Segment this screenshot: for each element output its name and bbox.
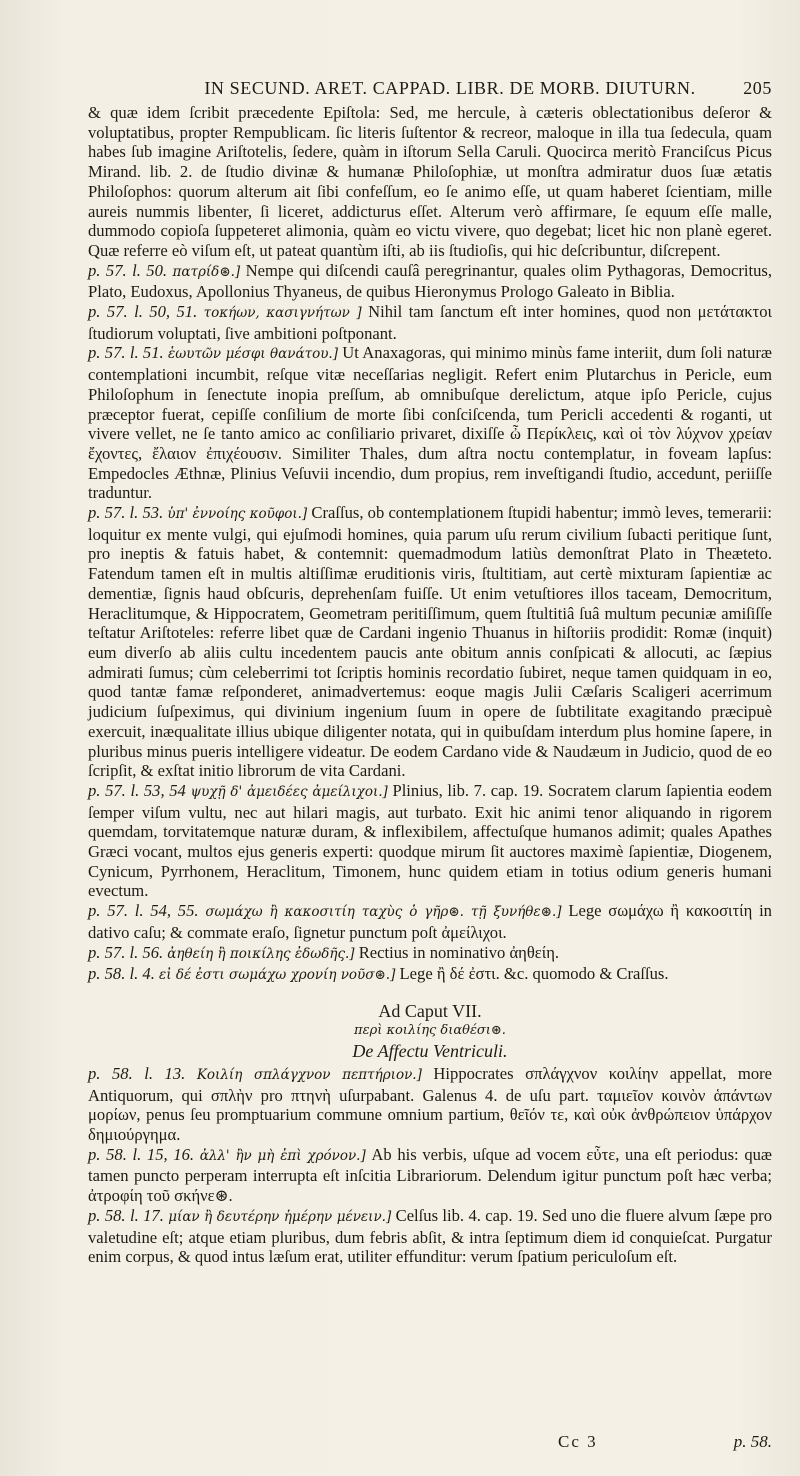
note-reference: p. 57. l. 51. <box>88 343 164 363</box>
note-lemma: ἀλλ' ἢν μὴ ἐπὶ χρόνον.] <box>199 1147 366 1164</box>
chapter-heading: Ad Caput VII. <box>378 1000 482 1021</box>
commentary-note <box>88 302 772 343</box>
note-text: Rectius in nominativo ἀηθείη. <box>358 942 560 962</box>
commentary-note <box>88 503 772 781</box>
commentary-note <box>88 781 772 901</box>
commentary-note <box>88 901 772 942</box>
note-lemma: σωμάχω ἢ κακοσιτίη ταχὺς ὁ γῆρ⊛. τῇ ξυνήθε⊛.] <box>205 904 562 921</box>
note-text: Celſus lib. 4. cap. 19. Sed uno die fluere alvum ſæpe pro valetudine eſt; atque etiam pluribus, dum febris abſit, & intra ſeptimum diem id conquieſcat. Purgatur enim corpus, & quod intus læſum erat, utiliter effunditur: verum ſpatium periculoſum eſt. <box>88 1205 772 1267</box>
note-reference: p. 57. l. 56. <box>88 942 164 962</box>
commentary-paragraph <box>88 103 772 261</box>
note-lemma: ἑωυτῶν μέσφι θανάτου.] <box>167 346 338 363</box>
note-text: Ab his verbis, uſque ad vocem εὖτε, una eſt periodus: quæ tamen puncto perperam interrupta eſt inſcitia Librariorum. Delendum igitur punctum poſt hæc verba; ἀτροφίη τοῦ σκήνε⊛. <box>88 1144 772 1206</box>
note-lemma: μίαν ἢ δευτέρην ἡμέρην μένειν.] <box>168 1208 392 1225</box>
note-lemma: ὑπ' ἐννοίης κοῦφοι.] <box>167 506 308 523</box>
note-text: Plinius, lib. 7. cap. 19. Socratem clarum ſapientia eodem ſemper viſum vultu, nec aut hilari magis, aut turbato. Exit hic animi tenor aliquando in rigorem quemdam, torvitatemque naturæ duram, & inflexibilem, affectuſque humanos adimit; quales Apathes Græci vocant, multos ejus generis experti: quodque mirum ſit auctores maximè ſapientiæ, Diogenem, Cynicum, Pyrrhonem, Heraclitum, Timonem, hunc quidem etiam in totius odium generis humani evectum. <box>88 780 772 901</box>
commentary-note <box>88 943 772 965</box>
note-text: Hippocrates σπλάγχνον κοιλίην appellat, more Antiquorum, qui σπλὴν pro πτηνὴ uſurpabant. Galenus 4. de uſu part. ταμιεῖον κοινὸν ἁπάντων μορίων, penus ſeu promptuarium commune omnium partium, θεῖόν τε, καὶ οὐκ ἀνθρώπειον ὑπάρχον δημιούργημα. <box>88 1063 773 1145</box>
commentary-note <box>88 1064 772 1145</box>
note-lemma: τοκήων, κασιγνήτων ] <box>203 305 362 322</box>
note-lemma: ἀηθείη ἢ ποικίλης ἐδωδῆς.] <box>167 945 355 962</box>
note-reference: p. 57. l. 53, 54 <box>88 780 186 800</box>
note-text: Lege ἢ δέ ἐστι. &c. quomodo & Craſſus. <box>399 964 669 984</box>
commentary-note <box>88 1206 772 1267</box>
note-reference: p. 57. l. 54, 55. <box>88 901 199 921</box>
note-text: Craſſus, ob contemplationem ſtupidi habentur; immò leves, temerarii: loquitur ex mente vulgi, qui ejuſmodi homines, quia parum uſu rerum civilium ſubacti peritique ſunt, pro ineptis & fatuis habet, & contemnit: quemadmodum latiùs demonſtrat Plato in Theæteto. Fatendum tamen eſt in multis altiſſimæ eruditionis viris, ſtultitiam, aut certè mixturam ſapientiæ ac dementiæ, ſignis haud obſcuris, deprehenſam fuiſſe. Ut enim vetuſtiores illos taceam, Democritum, Heraclitumque, & Hippocratem, Geometram peritiſſimum, quem ſtultitiâ ſuâ multum pecuniæ amiſiſſe teſtatur Ariſtoteles: referre libet quæ de Cardani ingenio Thuanus in hiſtoriis prodidit: Romæ (inquit) eum diverſo ab aliis cultu incedentem paucis ante obitum annis conſpicati & allocuti, ac ſæpius admirati ſumus; cùm celeberrimi tot ſcriptis hominis recordatio ſubiret, neque tamen quidquam in eo, quod tantæ famæ reſponderet, animadvertemus: eoque magis Julii Cæſaris Scaligeri acerrimum judicium ſuſpeximus, qui divinium ingenium ſuum in opere de ſubtilitate exagitando præcipuè exercuit, inæqualitate illius ubique diligenter notata, qui in quibuſdam interdum plus homine ſapere, in pluribus minus pueris intelligere videatur. De eodem Cardano vide & Naudæum in Judicio, quod de eo ſcripſit, & exſtat initio librorum de vita Cardani. <box>88 503 772 781</box>
note-reference: p. 58. l. 4. <box>88 964 155 984</box>
note-reference: p. 57. l. 50. <box>88 260 168 280</box>
running-head <box>128 78 772 99</box>
note-text: Lege σωμάχω ἢ κακοσιτίη in dativo caſu; & commate eraſo, ſignetur punctum poſt ἀμείλιχοι. <box>88 901 772 942</box>
chapter-latin-title: De Affectu Ventriculi. <box>352 1040 508 1061</box>
commentary-body <box>88 103 772 1267</box>
note-text: Nihil tam ſanctum eſt inter homines, quod non μετάτακτοι ſtudiorum voluptati, ſive ambitioni poſtponant. <box>88 302 772 343</box>
commentary-note <box>88 343 772 503</box>
signature-mark: Cc 3 <box>558 1432 598 1451</box>
note-lemma: ψυχῇ δ' ἀμειδέες ἀμείλιχοι.] <box>190 783 388 800</box>
chapter-greek-subtitle: περὶ κοιλίης διαθέσι⊛. <box>354 1022 506 1038</box>
note-reference: p. 58. l. 13. <box>88 1063 186 1083</box>
note-text: Nempe qui diſcendi cauſâ peregrinantur, quales olim Pythagoras, Democritus, Plato, Eudoxus, Apollonius Thyaneus, de quibus Hieronymus Prologo Galeato in Biblia. <box>88 260 772 302</box>
commentary-note <box>88 261 772 302</box>
note-reference: p. 58. l. 17. <box>88 1205 164 1225</box>
note-lemma: εἰ δέ ἐστι σωμάχω χρονίη νοῦσ⊛.] <box>159 967 396 984</box>
note-reference: p. 57. l. 50, 51. <box>88 302 198 322</box>
page-number: 205 <box>743 78 772 98</box>
commentary-note <box>88 964 772 986</box>
commentary-note <box>88 1145 772 1206</box>
note-lemma: πατρίδ⊛.] <box>172 263 241 280</box>
catchword: p. 58. <box>733 1432 772 1451</box>
paragraph-text: & quæ idem ſcribit præcedente Epiſtola: Sed, me hercule, à cæteris oblectationibus deſeror & voluptatibus, propter Rempublicam. ſic literis ſuſtentor & recreor, maloque in illa tua ſedecula, quam habes ſub imagine Ariſtotelis, ſedere, quàm in iſtorum Sella Caruli. Quocirca meritò Franciſcus Picus Mirand. lib. 2. de ſtudio divinæ & humanæ Philoſophiæ, ut monſtra admiratur duos ſuæ ætatis Philoſophos: quorum alterum ait ſibi confeſſum, eo ſe animo eſſe, ut quam haberet ſcientiam, mille aureis nummis libenter, ſi liceret, addicturus eſſet. Alterum verò affirmare, ſe equum eſſe malle, dummodo copioſa ſuppeteret alimonia, quàm eo victu vivere, quo degebat; licet hic non planè egeret. Quæ referre eò viſum eſt, ut pateat quantùm iſti, ab iis ſtudioſis, qui hic deſcribuntur, diſcrepent. <box>88 103 772 260</box>
note-lemma: Κοιλίη σπλάγχνον πεπτήριον.] <box>196 1066 422 1083</box>
note-reference: p. 57. l. 53. <box>88 503 164 523</box>
note-text: Ut Anaxagoras, qui minimo minùs fame interiit, dum ſoli naturæ contemplationi incumbit, reſque vitæ neceſſarias negligit. Refert enim Plutarchus in Pericle, eum Philoſophum in ſenectute inopia preſſum, ab omnibuſque derelictum, atque ipſo Pericle, cujus præceptor fuerat, cepiſſe conſilium de morte ſibi conſciſcenda, tum Pericli accedenti & roganti, ut vivere vellet, ne ſe tanto amico ac conſiliario privaret, dixiſſe ὦ Περίκλεις, καὶ οἱ τὸν λύχνον χρείαν ἔχοντες, ἔλαιον ἐπιχέουσιν. Similiter Thales, dum aſtra noctu contemplatur, in foveam lapſus: Empedocles Æthnæ, Plinius Veſuvii incendio, dum propius, rem inveſtigandi ſtudio, accedunt, periiſſe traduntur. <box>88 343 772 503</box>
running-title: IN SECUND. ARET. CAPPAD. LIBR. DE MORB. DIUTURN. <box>204 78 696 98</box>
note-reference: p. 58. l. 15, 16. <box>88 1144 195 1164</box>
